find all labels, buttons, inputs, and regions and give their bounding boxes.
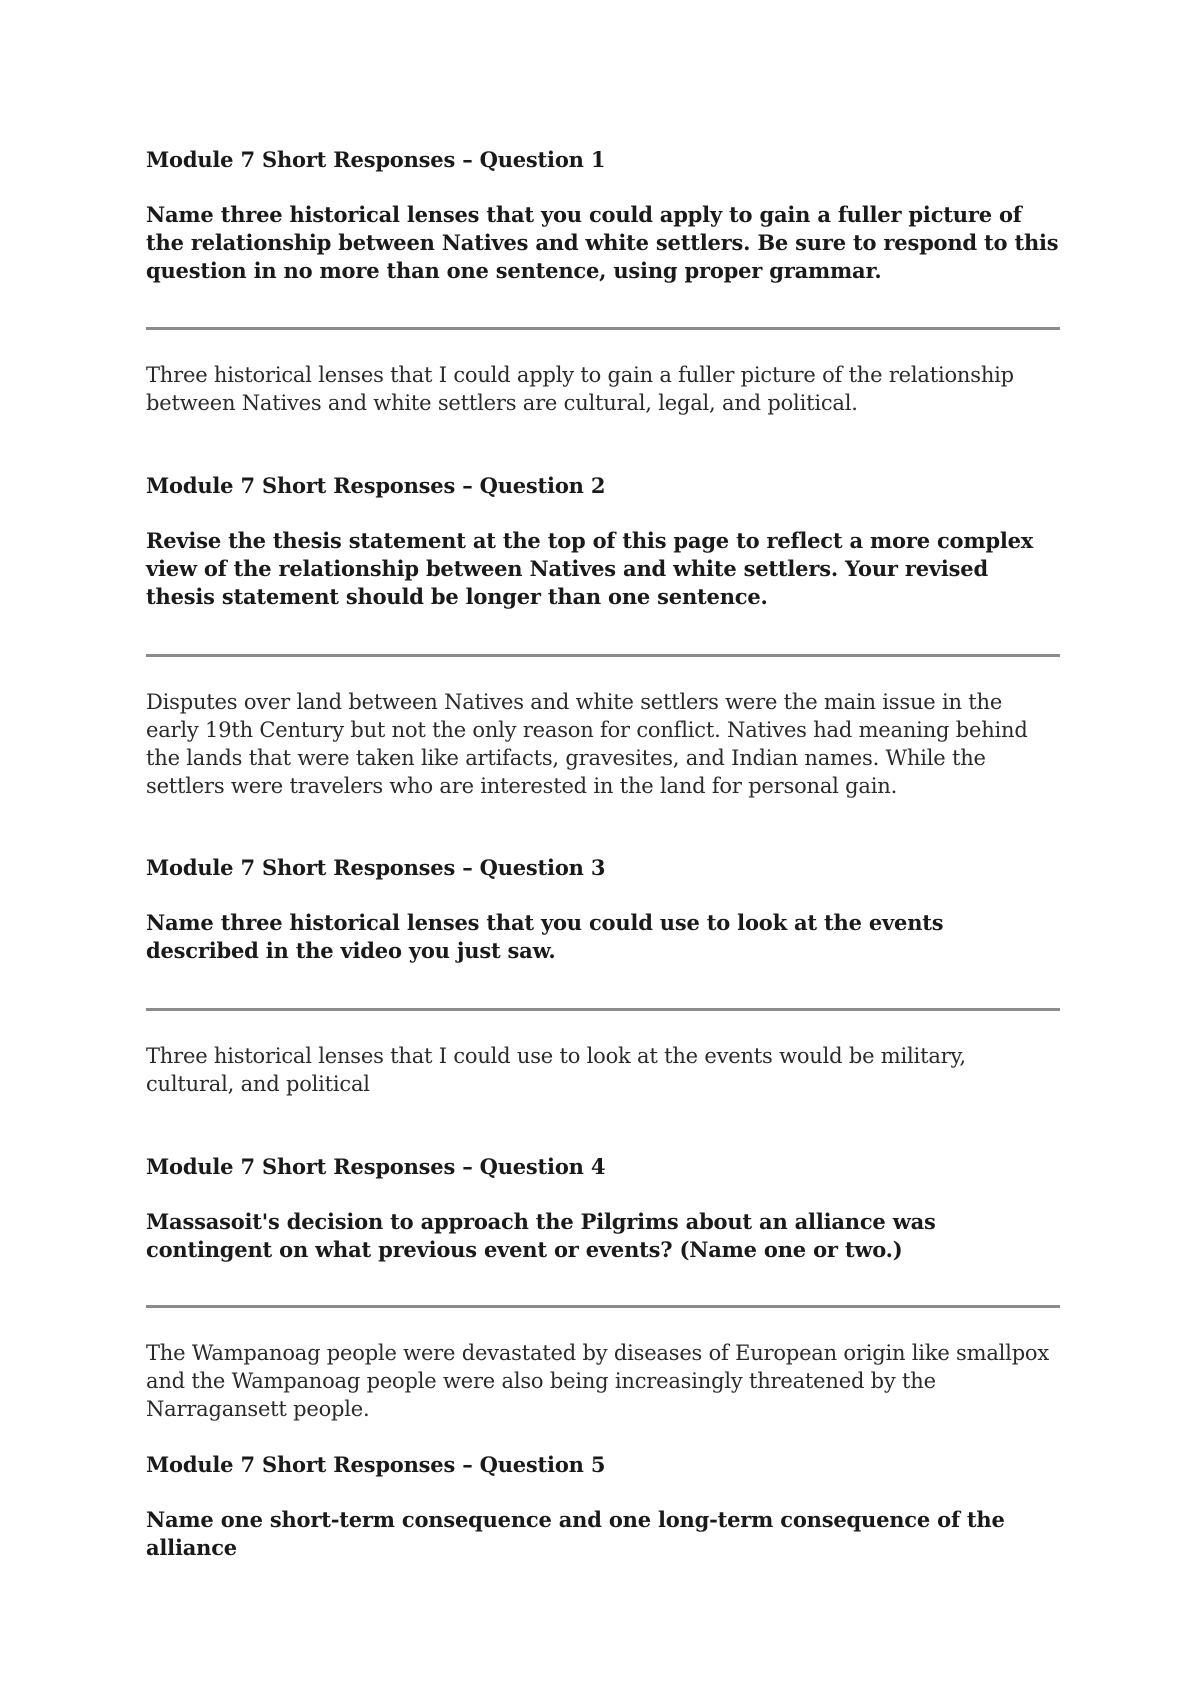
question-2-divider	[146, 654, 1060, 657]
question-4-answer: The Wampanoag people were devastated by diseases of European origin like smallpox and the Wampanoag people were also being increasingly threatened by the Narragansett people.	[146, 1341, 1050, 1421]
question-3-divider	[146, 1008, 1060, 1011]
question-3-answer-section	[146, 1042, 1060, 1098]
question-1-answer: Three historical lenses that I could apply to gain a fuller picture of the relationship between Natives and white settlers are cultural, legal, and political.	[146, 363, 1014, 415]
question-1-answer-section	[146, 361, 1060, 417]
question-3-section	[146, 854, 1060, 965]
question-3-answer: Three historical lenses that I could use to look at the events would be military, cultural, and political	[146, 1044, 966, 1096]
question-3-prompt: Name three historical lenses that you could use to look at the events described in the video you just saw.	[146, 910, 944, 963]
question-4-title: Module 7 Short Responses – Question 4	[146, 1154, 606, 1179]
question-1-prompt: Name three historical lenses that you could apply to gain a fuller picture of the relationship between Natives and white settlers. Be sure to respond to this question in no more than one sentence, using proper grammar.	[146, 202, 1059, 283]
question-4-prompt: Massasoit's decision to approach the Pilgrims about an alliance was contingent on what previous event or events? (Name one or two.)	[146, 1209, 936, 1262]
question-4-answer-section	[146, 1339, 1060, 1423]
question-5-prompt: Name one short-term consequence and one long-term consequence of the alliance	[146, 1507, 1005, 1560]
question-5-title: Module 7 Short Responses – Question 5	[146, 1452, 606, 1477]
question-4-divider	[146, 1305, 1060, 1308]
question-2-title: Module 7 Short Responses – Question 2	[146, 473, 606, 498]
question-4-section	[146, 1153, 1060, 1264]
question-1-section	[146, 146, 1060, 285]
question-2-section	[146, 472, 1060, 611]
question-5-section	[146, 1451, 1060, 1562]
question-3-title: Module 7 Short Responses – Question 3	[146, 855, 606, 880]
question-2-answer-section	[146, 688, 1060, 800]
question-1-title: Module 7 Short Responses – Question 1	[146, 147, 606, 172]
question-2-prompt: Revise the thesis statement at the top of this page to reflect a more complex view of the relationship between Natives and white settlers. Your revised thesis statement should be longer than one sentence.	[146, 528, 1034, 609]
question-2-answer: Disputes over land between Natives and white settlers were the main issue in the early 19th Century but not the only reason for conflict. Natives had meaning behind the lands that were taken like artifacts, gravesites, and Indian names. While the settlers were travelers who are interested in the land for personal gain.	[146, 690, 1028, 798]
question-1-divider	[146, 327, 1060, 330]
